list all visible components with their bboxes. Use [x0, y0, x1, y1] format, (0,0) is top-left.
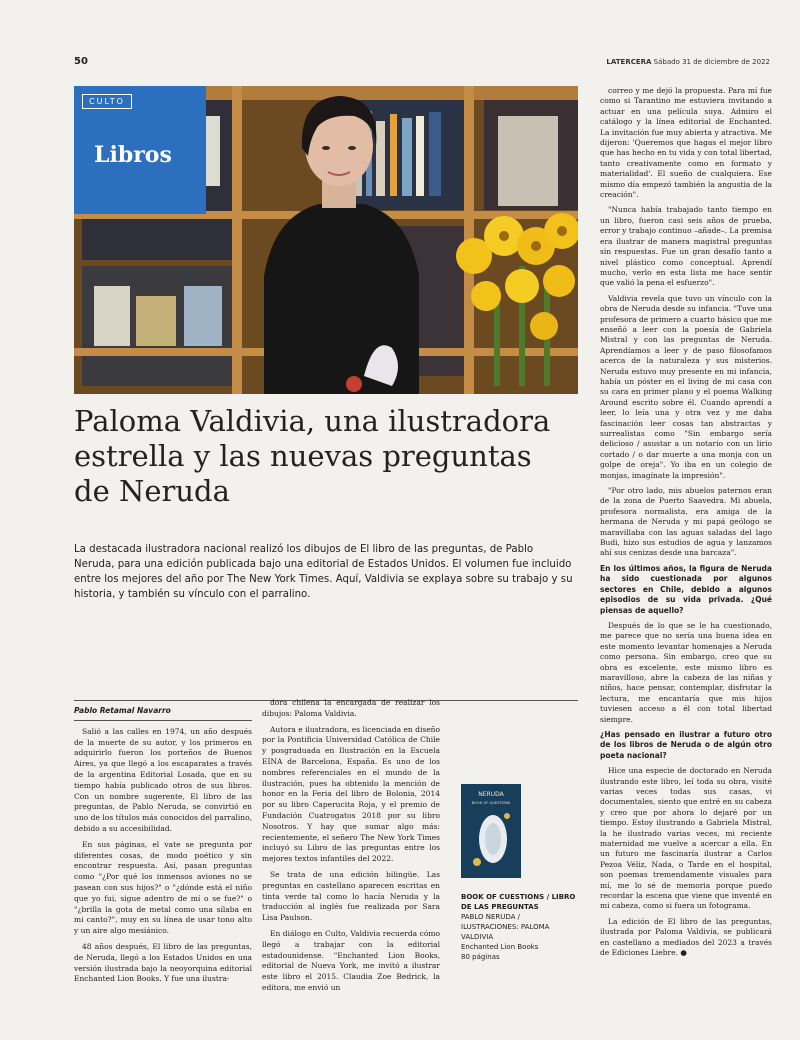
book-caption-title: BOOK OF CUESTIONS / LIBRO DE LAS PREGUNTAS: [461, 893, 576, 911]
publication-date-line: [606, 58, 770, 66]
newspaper-name: LATERCERA: [606, 58, 652, 66]
article-paragraph: Valdivia revela que tuvo un vínculo con la obra de Neruda desde su infancia. "Tuve una profesora de primero a cuarto básico que me enseñó a leer con la poesía de Gabriela Mistral y con las preguntas de Neruda. Aprendíamos a leer y de paso filosofamos acerca de la naturaleza y sus misterios. Neruda estuvo muy presente en mi infancia, había un póster en el living de mi casa con su cara en primer plano y el poema Walking Around escrito sobre él. Cuando aprendí a leer, lo leía una y otra vez y me daba fascinación leer cosas tan abstractas y surrealistas como "Sin embargo sería delicioso / asustar a un notario con un lirio cortado / o dar muerte a una monja con un golpe de oreja". Yo iba en un colegio de monjas, imagínate la impresión".: [600, 293, 772, 480]
article-paragraph: En sus páginas, el vate se pregunta por diferentes cosas, de modo poético y sin encontrar respuesta. Así, pasan preguntas como "¿Por qué los inmensos aviones no se pasean con sus hijos?" o "¿dónde está el niño que yo fui, sigue adentro de mí o se fue?" o "¿brilla la gota de metal como una sílaba en mi canto?", muy en su línea de usar tono alto y un aire algo mesiánico.: [74, 839, 252, 936]
book-pages: 80 páginas: [461, 953, 500, 961]
article-paragraph: Hice una especie de doctorado en Neruda ilustrando este libro, leí toda su obra, visité varias veces todas sus casas, vi documentales, siento que entré en su cabeza y creo que por ahora lo dejaré por un tiempo. Estoy ilustrando a Gabriela Mistral, la he ilustrado varias veces, mi reciente maternidad me vuelve a acercar a ella. En un futuro me fascinaría ilustrar a Carlos Pezoa Véliz, Nada, o Tarde en el hospital, son poemas tremendamente visuales para mí, me lo sé de memoria porque puedo recordar la escena que viene que inventé en mi cabeza, como si fuera un fotograma.: [600, 766, 772, 911]
article-paragraph: correo y me dejó la propuesta. Para mí fue como si Tarantino me estuviera invitando a actuar en una película suya. Admiro el catálogo y la línea editorial de Enchanted. La invitación fue muy abierta y atractiva. Me dijeron: 'Queremos que hagas el mejor libro que has hecho en tu vida y con total libertad, tanto creativamente como en formato y materialidad'. El sueño de cualquiera. Ese mismo día empezó también la angustia de la creación".: [600, 86, 773, 200]
book-caption: [461, 892, 581, 962]
byline: Pablo Retamal Navarro: [74, 706, 252, 721]
article-column-3: [600, 86, 772, 964]
article-paragraph: 48 años después, El libro de las preguntas, de Neruda, llegó a los Estados Unidos en una versión ilustrada bajo la neoyorquina editorial Enchanted Lion Books. Y fue una ilustra-: [74, 941, 252, 984]
interview-question: En los últimos años, la figura de Neruda ha sido cuestionada por algunos sectores en Chile, debido a algunos episodios de su vida privada. ¿Qué piensas de aquello?: [600, 563, 772, 615]
article-paragraph: Después de lo que se le ha cuestionado, me parece que no sería una buena idea en este momento levantar homenajes a Neruda como persona. Sin embargo, creo que su obra es excelente, este mismo libro es maravilloso, abre la cabeza de las niñas y niños, hace pensar, contemplar, disfrutar la lectura, me encantaría que mis hijos tuviesen acceso a él con total libertad siempre.: [600, 620, 772, 724]
article-paragraph: "Nunca había trabajado tanto tiempo en un libro, fueron casi seis años de prueba, error y trabajo continuo –añade–. La premisa era ilustrar de manera magistral preguntas sin respuestas. Fue un gran desafío tanto a nivel plástico como conceptual. Aprendí mucho, verlo en esta lista me hace sentir que valió la pena el esfuerzo".: [600, 205, 772, 288]
article-paragraph: En diálogo en Culto, Valdivia recuerda cómo llegó a trabajar con la editorial estadounidense. "Enchanted Lion Books, editorial de Nueva York, me invitó a ilustrar este libro el 2015. Claudia Zoe Bedrick, la editora, me envió un: [262, 928, 440, 992]
book-cover: [461, 784, 521, 878]
article-paragraph: La edición de El libro de las preguntas, ilustrada por Paloma Valdivia, se publicará en castellano a mediados del 2023 a través de Ediciones Liebre. ●: [600, 916, 772, 958]
issue-date: Sábado 31 de diciembre de 2022: [653, 58, 770, 66]
book-cover-art: [461, 784, 521, 878]
article-column-2: [262, 698, 440, 999]
interview-question: ¿Has pensado en ilustrar a futuro otro de los libros de Neruda o de algún otro poeta nacional?: [600, 729, 772, 760]
article-paragraph: dora chilena la encargada de realizar los dibujos: Paloma Valdivia.: [262, 698, 440, 718]
book-cover-author: NERUDA: [478, 791, 504, 798]
book-publisher: Enchanted Lion Books: [461, 943, 539, 951]
page-number: 50: [74, 56, 88, 67]
book-author: PABLO NERUDA /: [461, 913, 521, 921]
article-paragraph: "Por otro lado, mis abuelos paternos eran de la zona de Puerto Saavedra. Mi abuela, profesora normalista, era amiga de la hermana de Neruda y mi papá geólogo se maravillaba con las aguas saladas del lago Budi, hizo sus estudios de agua y lanzamos ahí sus cenizas desde una barcaza".: [600, 486, 772, 558]
section-flag: [74, 86, 206, 214]
article-paragraph: Salió a las calles en 1974, un año después de la muerte de su autor, y los primeros en adquirirlo fueron los porteños de Buenos Aires, ya que llegó a los escaparates a través de la argentina Editorial Losada, que en su tiempo había publicado otros de sus libros. Con un nombre sugerente, El libro de las preguntas, de Pablo Neruda, se convirtió en uno de los títulos más conocidos del parralino, debido a su accesibilidad.: [74, 726, 252, 833]
article-paragraph: Se trata de una edición bilingüe. Las preguntas en castellano aparecen escritas en tinta verde tal como lo hacía Neruda y la traducción al inglés fue realizada por Sara Lisa Paulson.: [262, 869, 440, 923]
headline: Paloma Valdivia, una ilustradora estrella y las nuevas preguntas de Neruda: [74, 404, 551, 508]
book-cover-title: BOOK OF QUESTIONS: [471, 801, 511, 805]
section-name: Libros: [94, 142, 172, 168]
article-paragraph: Autora e ilustradora, es licenciada en diseño por la Pontificia Universidad Católica de Chile y posgraduada en Ilustración en la Escuela EINA de Barcelona, España. Es uno de los nombres referenciales en el mundo de la ilustración, pues ha obtenido la mención de honor en la Feria del libro de Bolonia, 2014 por su libro Caperucita Roja, y el premio de Fundación Cuatrogatos 2018 por su libro Nosotros. Y hay que sumar algo más: recientemente, el señero The New York Times incluyó su Libro de las preguntas entre los mejores textos infantiles del 2022.: [262, 724, 440, 864]
culto-tag: CULTO: [82, 94, 132, 109]
article-column-1: [74, 706, 252, 990]
book-illustrator: ILUSTRACIONES: PALOMA VALDIVIA: [461, 923, 550, 941]
dek: La destacada ilustradora nacional realizó los dibujos de El libro de las preguntas, de Pablo Neruda, para una edición publicada bajo una editorial de Estados Unidos. El volumen fue incluido entre los mejores del año por The New York Times. Aquí, Valdivia se explaya sobre su trabajo y su historia, y también su vínculo con el parralino.: [74, 544, 573, 600]
